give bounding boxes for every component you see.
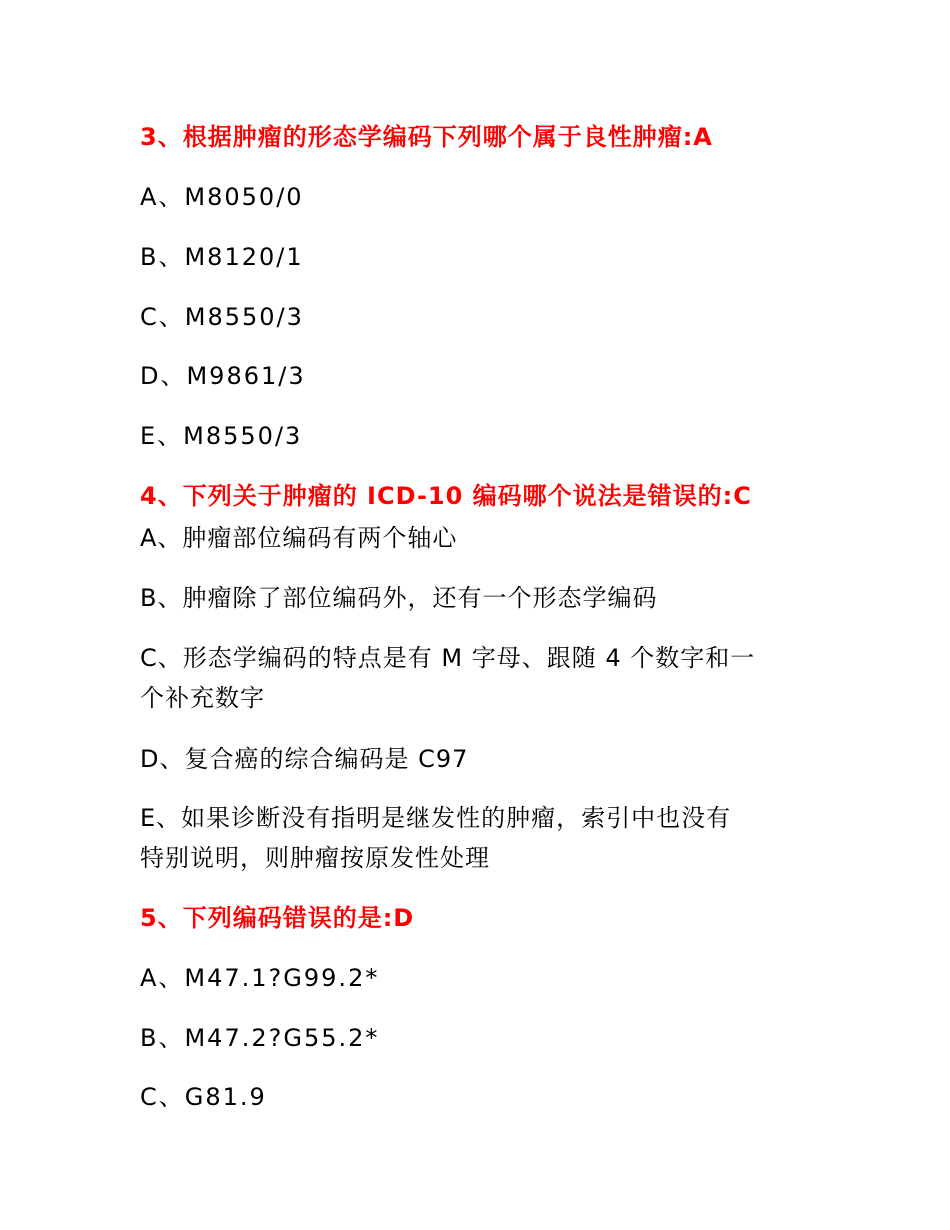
question-4-option-a: A、肿瘤部位编码有两个轴心 (140, 524, 458, 552)
question-5-stem: 5、下列编码错误的是:D (140, 904, 415, 932)
question-4-option-e: E、如果诊断没有指明是继发性的肿瘤，索引中也没有 (140, 804, 732, 832)
question-4-option-d: D、复合癌的综合编码是 C97 (140, 745, 469, 773)
question-5-option-a: A、M47.1?G99.2* (140, 964, 380, 992)
question-5-option-b: B、M47.2?G55.2* (140, 1024, 380, 1052)
question-4-option-b: B、肿瘤除了部位编码外，还有一个形态学编码 (140, 584, 658, 612)
question-3-option-a: A、M8050/0 (140, 183, 304, 211)
question-4-option-c-continued: 个补充数字 (140, 684, 265, 712)
question-5-option-c: C、G81.9 (140, 1083, 267, 1111)
question-3-option-e: E、M8550/3 (140, 422, 303, 450)
question-4-stem: 4、下列关于肿瘤的 ICD-10 编码哪个说法是错误的:C (140, 482, 752, 510)
question-3-option-b: B、M8120/1 (140, 243, 304, 271)
question-3-option-c: C、M8550/3 (140, 303, 304, 331)
question-3-option-d: D、M9861/3 (140, 362, 306, 390)
question-4-option-e-continued: 特别说明，则肿瘤按原发性处理 (140, 844, 490, 872)
question-3-stem: 3、根据肿瘤的形态学编码下列哪个属于良性肿瘤:A (140, 123, 713, 151)
question-4-option-c: C、形态学编码的特点是有 M 字母、跟随 4 个数字和一 (140, 644, 756, 672)
